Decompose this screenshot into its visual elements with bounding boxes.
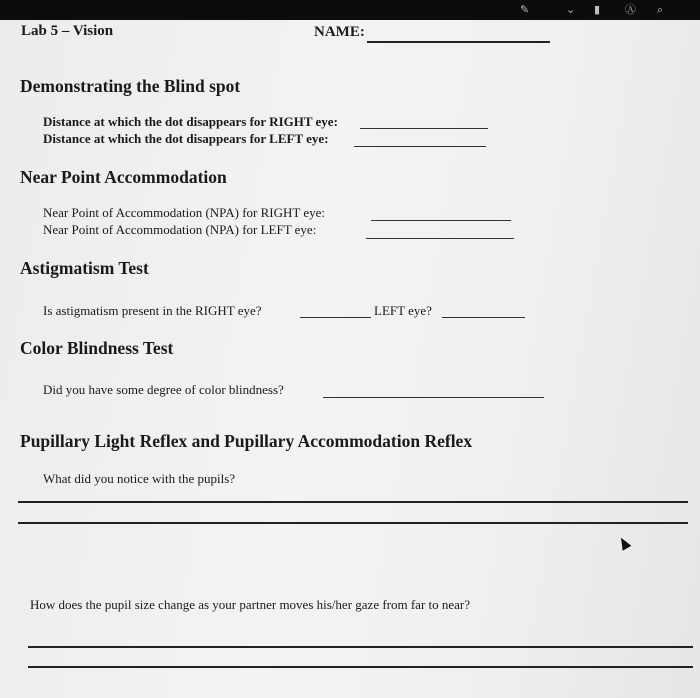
section-title-color-blindness: Color Blindness Test — [20, 338, 174, 358]
color-blindness-answer-line[interactable] — [323, 397, 544, 398]
system-top-bar — [0, 0, 700, 20]
mouse-cursor-icon — [617, 535, 632, 550]
astigmatism-left-answer-line[interactable] — [442, 317, 525, 318]
astigmatism-right-question: Is astigmatism present in the RIGHT eye? — [43, 303, 262, 318]
astigmatism-right-answer-line[interactable] — [300, 317, 371, 318]
section-title-near-point: Near Point Accommodation — [20, 167, 227, 187]
pupillary-answer-line-4[interactable] — [28, 666, 693, 668]
near-point-right-question: Near Point of Accommodation (NPA) for RIGHT eye: — [43, 205, 325, 220]
blind-spot-left-answer-line[interactable] — [354, 146, 486, 147]
pupillary-answer-line-3[interactable] — [28, 646, 693, 648]
section-title-pupillary: Pupillary Light Reflex and Pupillary Accommodation Reflex — [20, 431, 473, 451]
pupillary-question-2: How does the pupil size change as your partner moves his/her gaze from far to near? — [30, 597, 471, 612]
blind-spot-right-answer-line[interactable] — [360, 128, 488, 129]
section-title-blind-spot: Demonstrating the Blind spot — [20, 76, 241, 96]
name-label: NAME: — [314, 24, 365, 40]
astigmatism-left-question: LEFT eye? — [374, 303, 432, 318]
near-point-left-question: Near Point of Accommodation (NPA) for LEFT eye: — [43, 222, 317, 237]
pupillary-answer-line-1[interactable] — [18, 501, 688, 503]
pupillary-question-1: What did you notice with the pupils? — [43, 471, 236, 486]
near-point-left-answer-line[interactable] — [366, 238, 514, 239]
chevron-down-icon[interactable]: ⌄ — [566, 3, 576, 16]
blind-spot-right-question: Distance at which the dot disappears for RIGHT eye: — [43, 114, 338, 129]
account-icon[interactable]: Ⓐ — [625, 3, 636, 16]
pen-icon[interactable]: ✎ — [520, 3, 530, 16]
blind-spot-left-question: Distance at which the dot disappears for LEFT eye: — [43, 131, 329, 146]
near-point-right-answer-line[interactable] — [371, 220, 511, 221]
section-title-astigmatism: Astigmatism Test — [20, 258, 149, 278]
pupillary-answer-line-2[interactable] — [18, 522, 688, 524]
worksheet-page — [0, 20, 700, 698]
color-blindness-question: Did you have some degree of color blindness? — [43, 382, 284, 397]
name-answer-line[interactable] — [367, 41, 550, 43]
search-icon[interactable]: ⌕ — [657, 3, 664, 16]
battery-icon: ▮ — [594, 3, 601, 16]
lab-title: Lab 5 – Vision — [21, 23, 114, 39]
